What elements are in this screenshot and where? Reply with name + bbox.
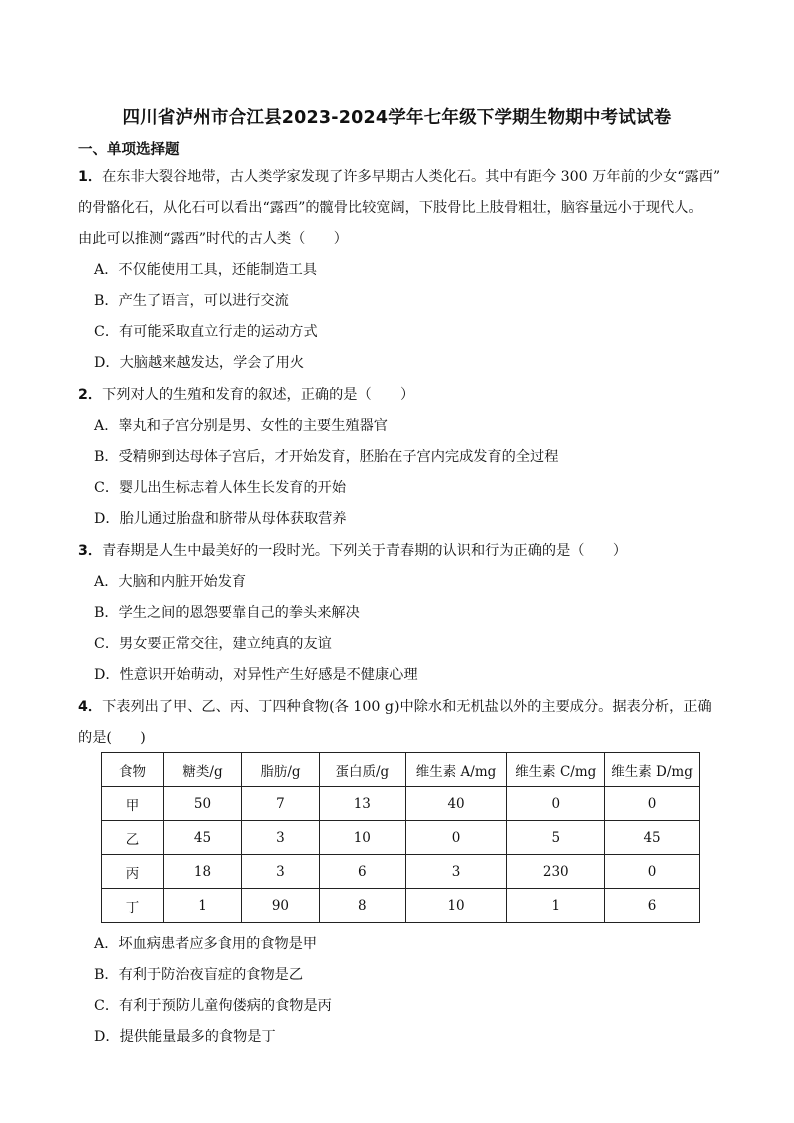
table-header-cell: 维生素 A/mg <box>405 753 507 787</box>
table-cell: 1 <box>507 889 605 923</box>
table-cell: 45 <box>605 821 700 855</box>
question-3-option-d: D．性意识开始萌动，对异性产生好感是不健康心理 <box>94 667 418 683</box>
table-row <box>102 889 700 923</box>
table-row <box>102 855 700 889</box>
table-cell: 40 <box>405 787 507 821</box>
table-row <box>102 821 700 855</box>
question-3-number: 3． <box>78 543 103 559</box>
table-header-cell: 维生素 D/mg <box>605 753 700 787</box>
table-cell: 丙 <box>102 855 164 889</box>
question-3-option-b: B．学生之间的恩怨要靠自己的拳头来解决 <box>94 605 360 621</box>
table-cell: 13 <box>319 787 405 821</box>
table-header-cell: 糖类/g <box>164 753 242 787</box>
table-cell: 3 <box>405 855 507 889</box>
question-2-option-a: A．睾丸和子宫分别是男、女性的主要生殖器官 <box>94 418 388 434</box>
table-cell: 18 <box>164 855 242 889</box>
section-heading: 一、单项选择题 <box>78 142 180 158</box>
table-cell: 5 <box>507 821 605 855</box>
table-cell: 10 <box>405 889 507 923</box>
question-2-stem: 2．下列对人的生殖和发育的叙述，正确的是（ ） <box>78 387 415 403</box>
question-2-option-d: D．胎儿通过胎盘和脐带从母体获取营养 <box>94 511 347 527</box>
table-header-cell: 蛋白质/g <box>319 753 405 787</box>
table-cell: 90 <box>241 889 319 923</box>
table-header-cell: 脂肪/g <box>241 753 319 787</box>
question-4-option-d: D．提供能量最多的食物是丁 <box>94 1029 276 1045</box>
question-4-option-b: B．有利于防治夜盲症的食物是乙 <box>94 967 304 983</box>
question-4-option-c: C．有利于预防儿童佝偻病的食物是丙 <box>94 998 332 1014</box>
question-1-number: 1． <box>78 169 103 185</box>
table-cell: 甲 <box>102 787 164 821</box>
nutrient-table <box>101 752 700 923</box>
table-cell: 230 <box>507 855 605 889</box>
table-cell: 0 <box>605 787 700 821</box>
question-4-line-1: 4．下表列出了甲、乙、丙、丁四种食物(各 100 g)中除水和无机盐以外的主要成分。据表分析，正确 <box>78 699 712 715</box>
question-4-option-a: A．坏血病患者应多食用的食物是甲 <box>94 936 318 952</box>
question-4-line-2: 的是( ) <box>78 730 146 746</box>
question-1-option-c: C．有可能采取直立行走的运动方式 <box>94 324 318 340</box>
table-cell: 乙 <box>102 821 164 855</box>
question-2-number: 2． <box>78 387 103 403</box>
question-4-number: 4． <box>78 699 103 715</box>
table-cell: 丁 <box>102 889 164 923</box>
question-1-line-1: 1．在东非大裂谷地带，古人类学家发现了许多早期古人类化石。其中有距今 300 万年前的少女“露西” <box>78 169 721 185</box>
question-3-stem: 3．青春期是人生中最美好的一段时光。下列关于青春期的认识和行为正确的是（ ） <box>78 543 628 559</box>
question-3-option-a: A．大脑和内脏开始发育 <box>94 574 247 590</box>
question-1-option-a: A．不仅能使用工具，还能制造工具 <box>94 262 318 278</box>
question-1-option-b: B．产生了语言，可以进行交流 <box>94 293 289 309</box>
table-cell: 0 <box>605 855 700 889</box>
question-2-option-b: B．受精卵到达母体子宫后，才开始发育，胚胎在子宫内完成发育的全过程 <box>94 449 559 465</box>
question-1-line-2: 的骨骼化石，从化石可以看出“露西”的髋骨比较宽阔，下肢骨比上肢骨粗壮，脑容量远小于现代人。 <box>78 200 703 216</box>
table-cell: 0 <box>507 787 605 821</box>
table-row <box>102 787 700 821</box>
table-cell: 1 <box>164 889 242 923</box>
table-cell: 3 <box>241 855 319 889</box>
table-cell: 7 <box>241 787 319 821</box>
table-header-cell: 食物 <box>102 753 164 787</box>
table-cell: 8 <box>319 889 405 923</box>
table-cell: 10 <box>319 821 405 855</box>
question-3-option-c: C．男女要正常交往，建立纯真的友谊 <box>94 636 332 652</box>
question-1-line-3: 由此可以推测“露西”时代的古人类（ ） <box>78 231 348 247</box>
table-cell: 0 <box>405 821 507 855</box>
question-1-option-d: D．大脑越来越发达，学会了用火 <box>94 355 305 371</box>
table-cell: 50 <box>164 787 242 821</box>
table-cell: 6 <box>319 855 405 889</box>
table-header-cell: 维生素 C/mg <box>507 753 605 787</box>
page-title: 四川省泸州市合江县2023-2024学年七年级下学期生物期中考试试卷 <box>122 108 672 128</box>
table-header-row <box>102 753 700 787</box>
question-2-option-c: C．婴儿出生标志着人体生长发育的开始 <box>94 480 347 496</box>
table-cell: 6 <box>605 889 700 923</box>
table-cell: 3 <box>241 821 319 855</box>
table-cell: 45 <box>164 821 242 855</box>
